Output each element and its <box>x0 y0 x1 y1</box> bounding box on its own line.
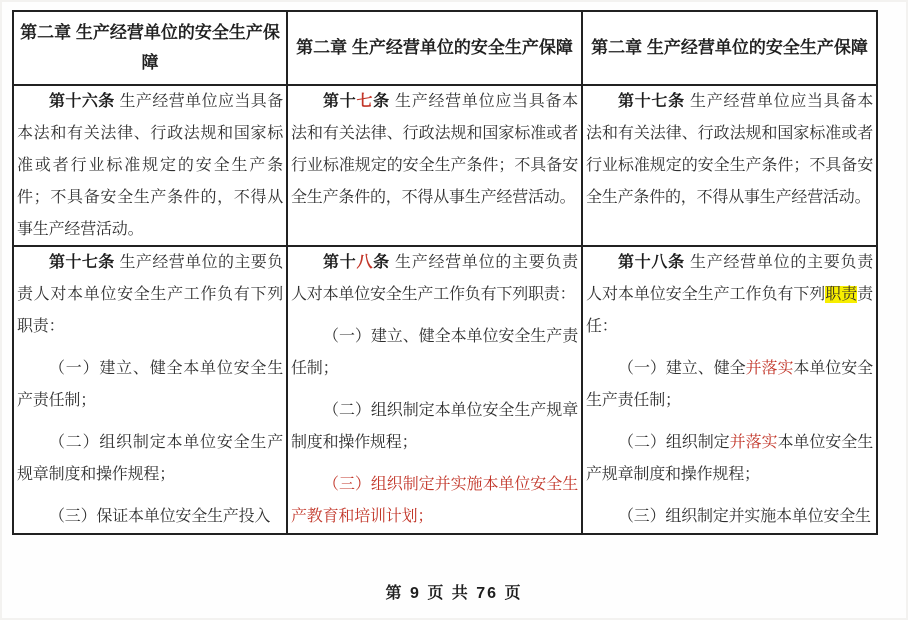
text-run: 生产经营单位的主要负责人对本单位安全生产工作负有下列职责： <box>17 254 284 335</box>
text-run: （一）建立、健全本单位安全生产责任制； <box>17 360 283 409</box>
text-run: 条 <box>373 93 390 110</box>
text-run: （一）建立、健全本单位安全生产责任制； <box>291 328 578 377</box>
text-run: （三）组织制定并实施本单位安全生 <box>618 508 871 525</box>
cell-article18-duties-col3 <box>583 247 876 533</box>
paragraph <box>291 395 578 459</box>
paragraph <box>291 469 578 533</box>
text-run: 生产经营单位的主要负责人对本单位安全生产工作负有下列职责： <box>291 254 578 303</box>
text-run: 本单位安全生产规章制度和操作规程； <box>586 434 873 483</box>
text-run: 七 <box>356 93 374 110</box>
text-run: 职责 <box>825 286 858 303</box>
cell-article17-duties-col1 <box>14 247 288 533</box>
page-number-label: 第 9 页 共 76 页 <box>385 585 523 602</box>
text-run: 第十 <box>323 93 357 110</box>
paragraph <box>291 247 578 311</box>
text-run: 生产经营单位应当具备本法和有关法律、行政法规和国家标准或者行业标准规定的安全生产条件；不具备安全生产条件的，不得从事生产经营活动。 <box>291 93 578 206</box>
paragraph <box>586 427 873 491</box>
text-run: 第十六条 <box>49 93 115 110</box>
paragraph <box>291 86 578 214</box>
text-run: 并落实 <box>745 360 794 377</box>
text-run: （一）建立、健全 <box>618 360 746 377</box>
cell-article17-col3 <box>583 86 876 247</box>
text-run: 责任： <box>586 286 873 335</box>
header-cell-col1: 第二章 生产经营单位的安全生产保障 <box>14 12 288 86</box>
text-run: 条 <box>373 254 390 271</box>
paragraph <box>17 247 283 343</box>
page-footer <box>0 580 908 603</box>
text-run: 第十七条 <box>618 93 685 110</box>
paragraph <box>586 501 873 533</box>
paragraph <box>17 86 283 246</box>
text-run: 第十七条 <box>49 254 115 271</box>
cell-article16-col1 <box>14 86 288 247</box>
text-run: 第十 <box>323 254 357 271</box>
law-comparison-table <box>12 10 878 535</box>
text-run: 八 <box>356 254 374 271</box>
text-run: 第十八条 <box>618 254 685 271</box>
header-cell-col2: 第二章 生产经营单位的安全生产保障 <box>288 12 583 86</box>
text-run: 本单位安全生产责任制； <box>586 360 873 409</box>
cell-article18-duties-col2 <box>288 247 583 533</box>
paragraph <box>291 321 578 385</box>
text-run: 并落实 <box>729 434 778 451</box>
paragraph <box>586 353 873 417</box>
paragraph <box>17 353 283 417</box>
text-run: 生产经营单位应当具备本法和有关法律、行政法规和国家标准或者行业标准规定的安全生产条件；不具备安全生产条件的，不得从事生产经营活动。 <box>17 93 284 238</box>
text-run: （二）组织制定 <box>618 434 730 451</box>
paragraph <box>586 247 873 343</box>
paragraph <box>17 501 283 533</box>
text-run: （二）组织制定本单位安全生产规章制度和操作规程； <box>291 402 578 451</box>
text-run: （二）组织制定本单位安全生产规章制度和操作规程； <box>17 434 283 483</box>
text-run: （三）保证本单位安全生产投入 <box>49 508 271 525</box>
header-cell-col3: 第二章 生产经营单位的安全生产保障 <box>583 12 876 86</box>
text-run: 生产经营单位应当具备本法和有关法律、行政法规和国家标准或者行业标准规定的安全生产条件；不具备安全生产条件的，不得从事生产经营活动。 <box>586 93 874 206</box>
cell-article17-col2 <box>288 86 583 247</box>
text-run: 生产经营单位的主要负责人对本单位安全生产工作负有下列 <box>586 254 874 303</box>
paragraph <box>17 427 283 491</box>
text-run: （三）组织制定并实施本单位安全生产教育和培训计划； <box>291 476 578 525</box>
paragraph <box>586 86 873 214</box>
